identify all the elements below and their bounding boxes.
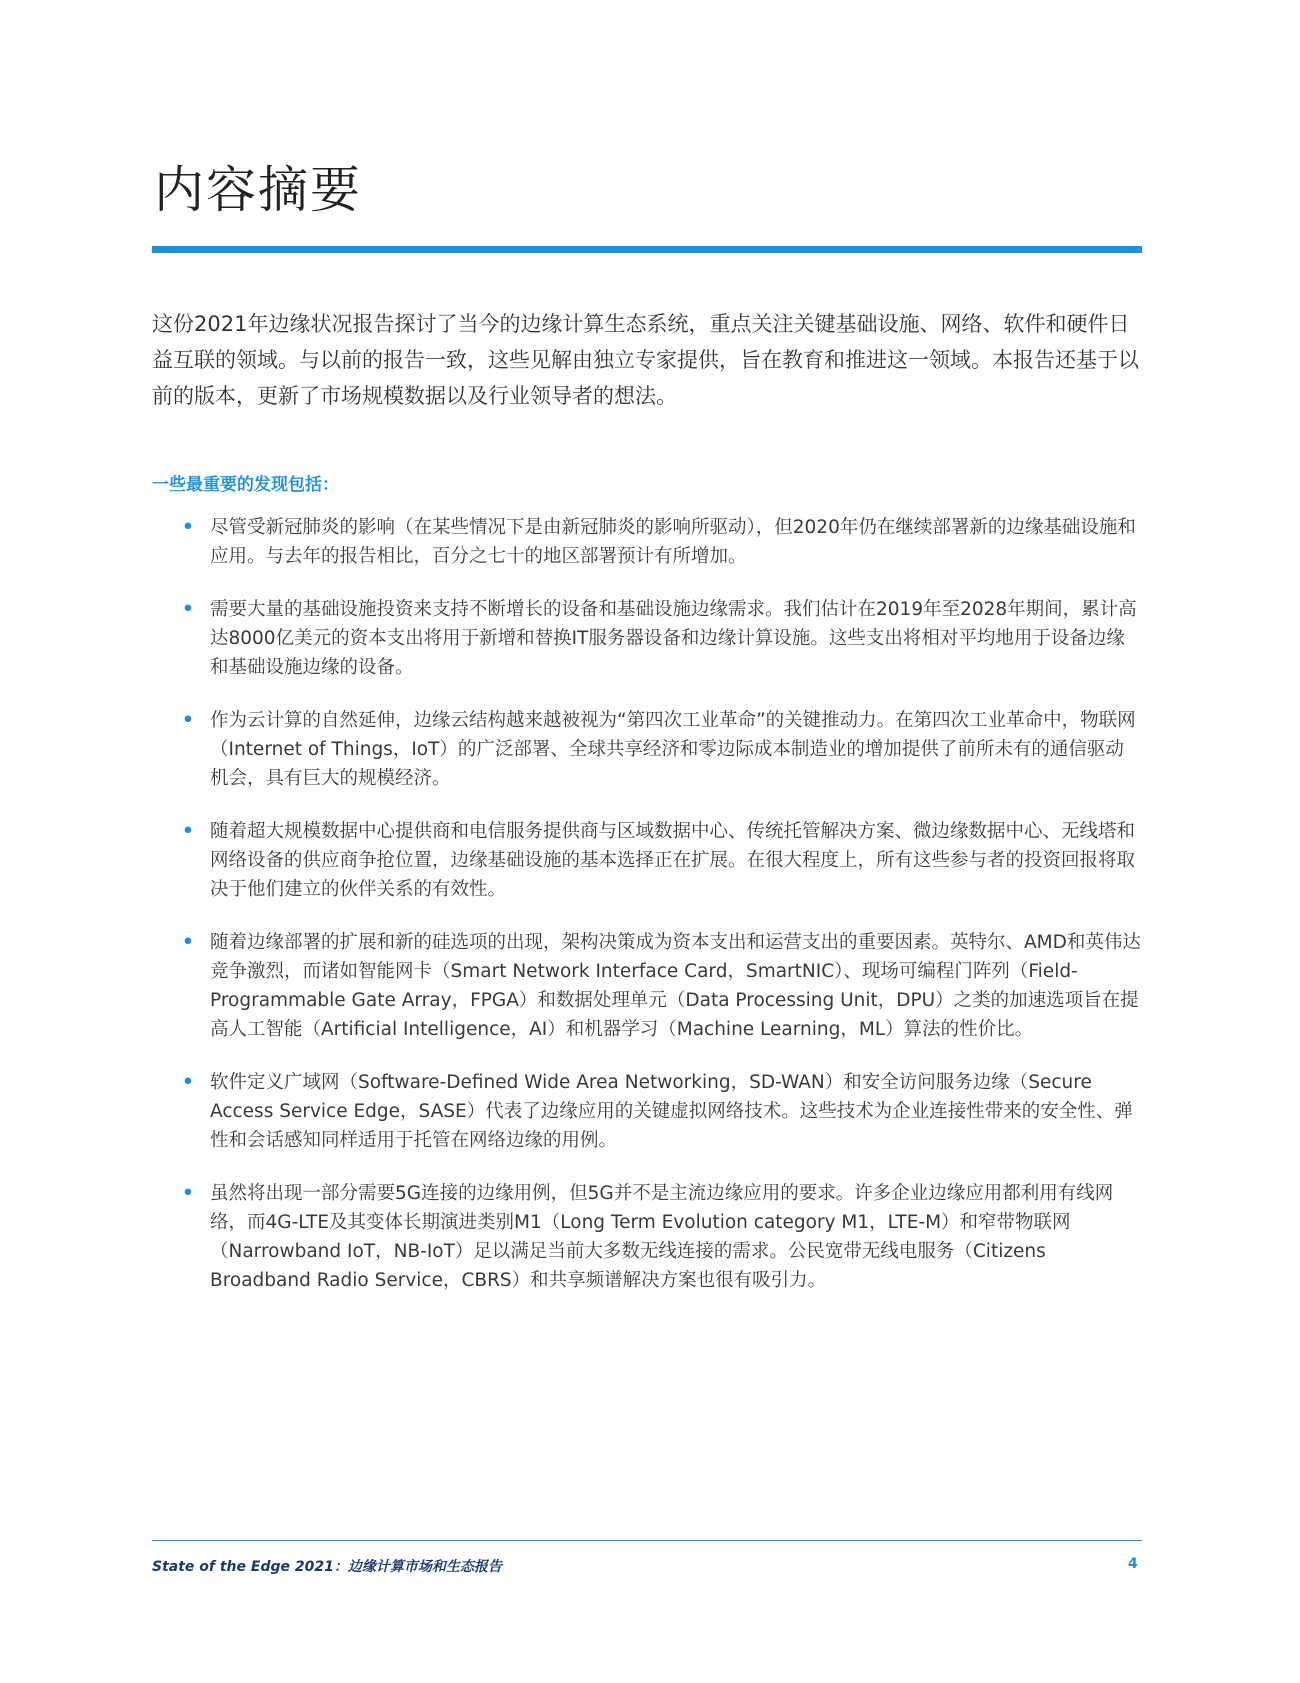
page-title: 内容摘要 [154,161,362,219]
finding-text: 尽管受新冠肺炎的影响（在某些情况下是由新冠肺炎的影响所驱动），但2020年仍在继续部署新的边缘基础设施和应用。与去年的报告相比，百分之七十的地区部署预计有所增加。 [210,517,1136,567]
finding-text: 随着边缘部署的扩展和新的硅选项的出现，架构决策成为资本支出和运营支出的重要因素。英特尔、AMD和英伟达竞争激烈，而诸如智能网卡（Smart Network Interface Card，SmartNIC）、现场可编程门阵列（Field-Programmable Gate Array，FPGA）和数据处理单元（Data Processing Unit，DPU）之类的加速选项旨在提高人工智能（Artificial Intelligence，AI）和机器学习（Machine Learning，ML）算法的性价比。 [210,932,1141,1040]
footer-divider [152,1540,1142,1541]
page-number: 4 [1128,1556,1138,1572]
list-item [152,706,1142,793]
list-item [152,1179,1142,1295]
bullet-icon: • [182,517,194,538]
bullet-icon: • [182,1183,194,1204]
list-item [152,513,1142,571]
list-item [152,817,1142,904]
list-item [152,928,1142,1044]
bullet-icon: • [182,932,194,953]
title-divider [152,246,1142,253]
bullet-icon: • [182,710,194,731]
findings-heading: 一些最重要的发现包括： [152,475,339,495]
finding-text: 作为云计算的自然延伸，边缘云结构越来越被视为“第四次工业革命”的关键推动力。在第四次工业革命中，物联网（Internet of Things，IoT）的广泛部署、全球共享经济和零边际成本制造业的增加提供了前所未有的通信驱动机会，具有巨大的规模经济。 [210,710,1136,789]
finding-text: 软件定义广域网（Software-Defined Wide Area Networking，SD-WAN）和安全访问服务边缘（Secure Access Service Edge，SASE）代表了边缘应用的关键虚拟网络技术。这些技术为企业连接性带来的安全性、弹性和会话感知同样适用于托管在网络边缘的用例。 [210,1072,1133,1151]
bullet-icon: • [182,1072,194,1093]
list-item [152,595,1142,682]
finding-text: 需要大量的基础设施投资来支持不断增长的设备和基础设施边缘需求。我们估计在2019年至2028年期间，累计高达8000亿美元的资本支出将用于新增和替换IT服务器设备和边缘计算设施。这些支出将相对平均地用于设备边缘和基础设施边缘的设备。 [210,599,1137,678]
bullet-icon: • [182,821,194,842]
findings-list [152,513,1142,1319]
bullet-icon: • [182,599,194,620]
list-item [152,1068,1142,1155]
finding-text: 随着超大规模数据中心提供商和电信服务提供商与区域数据中心、传统托管解决方案、微边缘数据中心、无线塔和网络设备的供应商争抢位置，边缘基础设施的基本选择正在扩展。在很大程度上，所有这些参与者的投资回报将取决于他们建立的伙伴关系的有效性。 [210,821,1136,900]
intro-paragraph: 这份2021年边缘状况报告探讨了当今的边缘计算生态系统，重点关注关键基础设施、网络、软件和硬件日益互联的领域。与以前的报告一致，这些见解由独立专家提供，旨在教育和推进这一领域。本报告还基于以前的版本，更新了市场规模数据以及行业领导者的想法。 [152,312,1139,408]
finding-text: 虽然将出现一部分需要5G连接的边缘用例，但5G并不是主流边缘应用的要求。许多企业边缘应用都利用有线网络，而4G-LTE及其变体长期演进类别M1（Long Term Evolution category M1，LTE-M）和窄带物联网（Narrowband IoT，NB-IoT）足以满足当前大多数无线连接的需求。公民宽带无线电服务（Citizens Broadband Radio Service，CBRS）和共享频谱解决方案也很有吸引力。 [210,1183,1114,1291]
footer-report-title: State of the Edge 2021：边缘计算市场和生态报告 [152,1559,502,1575]
